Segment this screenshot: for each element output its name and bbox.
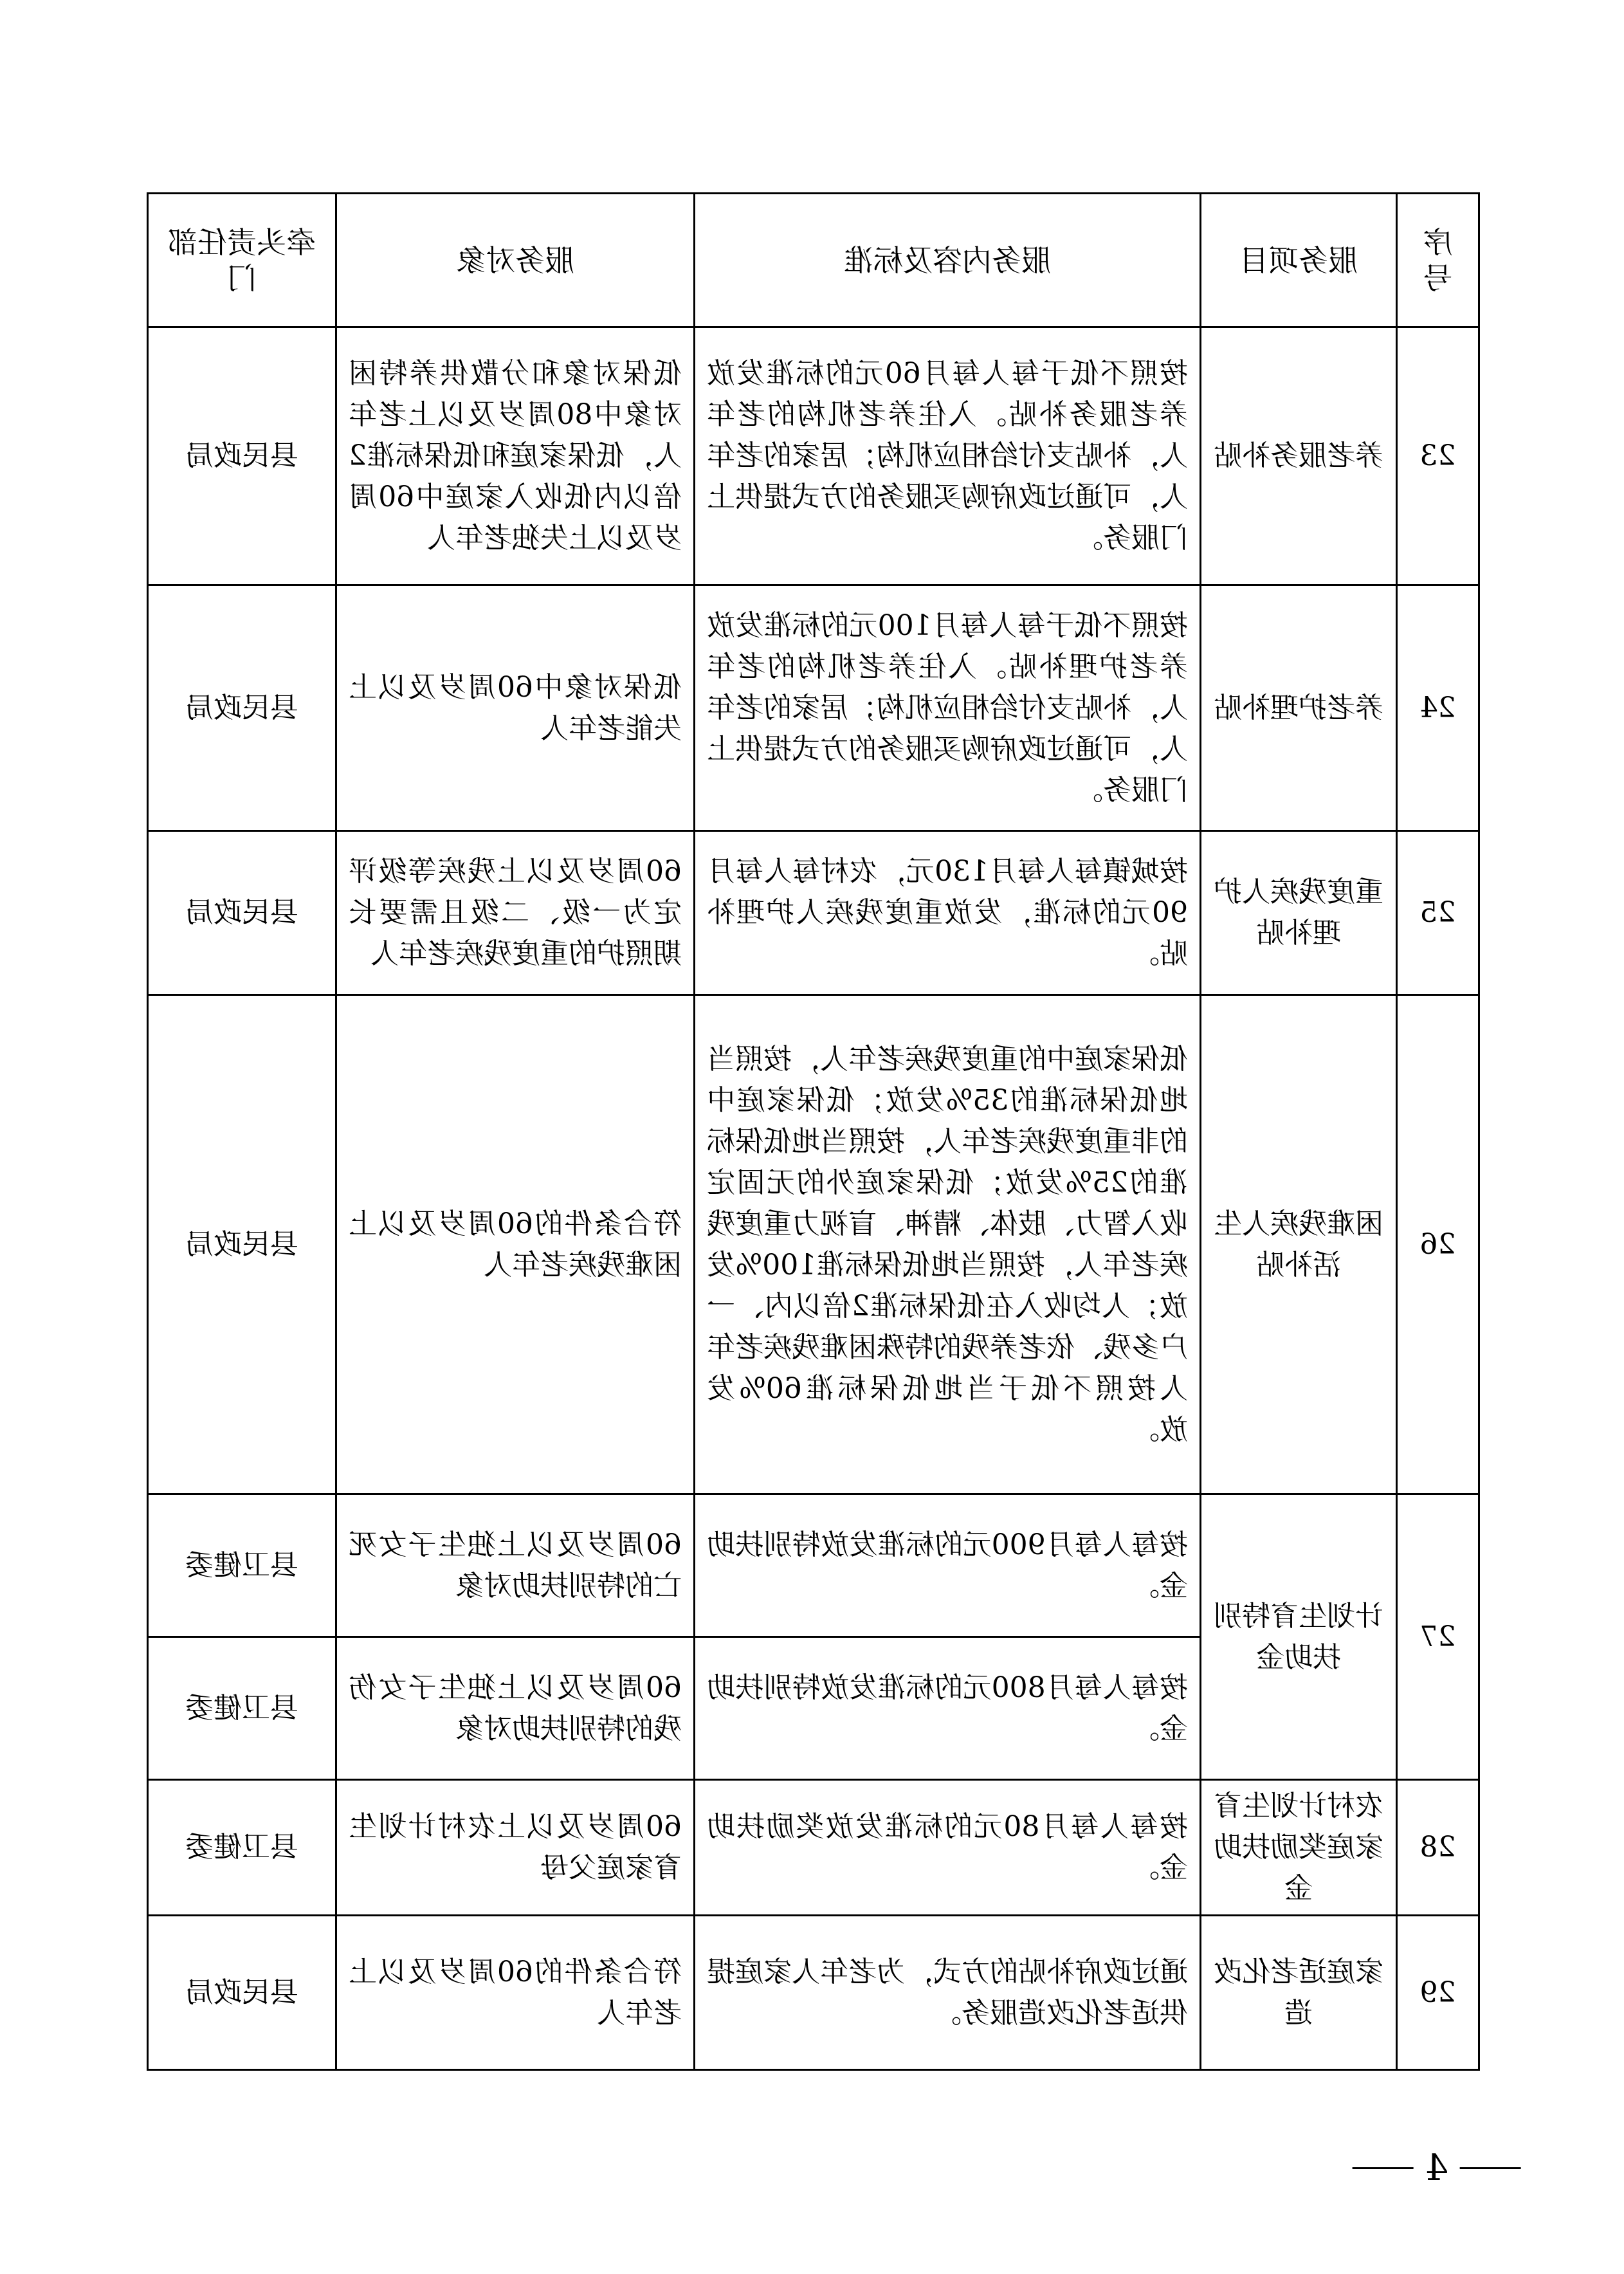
- row-number: 25: [1397, 831, 1479, 995]
- page-number: 4: [1425, 2147, 1448, 2189]
- header-target: 服务对象: [336, 194, 695, 327]
- row-number: 27: [1397, 1494, 1479, 1780]
- service-item: 家庭适老化改造: [1201, 1916, 1397, 2070]
- header-item: 服务项目: [1201, 194, 1397, 327]
- service-target: 低保对象中60周岁及以上失能老年人: [336, 585, 695, 831]
- service-content: 按每人每月80元的标准发放奖励扶助金。: [695, 1780, 1201, 1916]
- table-header-row: [148, 194, 1479, 327]
- table-row: [148, 327, 1479, 585]
- header-dept: 牵头责任部门: [148, 194, 336, 327]
- responsible-dept: 县卫健委: [148, 1780, 336, 1916]
- service-target: 符合条件的60周岁及以上困难残疾老年人: [336, 995, 695, 1494]
- row-number: 23: [1397, 327, 1479, 585]
- service-target: 低保对象和分散供养特困对象中80周岁及以上老年人，低保家庭和低保标准2倍以内低收入家庭中60周岁及以上失独老年人: [336, 327, 695, 585]
- service-item: 计划生育特别扶助金: [1201, 1494, 1397, 1780]
- service-item: 重度残疾人护理补贴: [1201, 831, 1397, 995]
- footer-dash-left: [1460, 2167, 1521, 2169]
- table-row: [148, 1916, 1479, 2070]
- responsible-dept: 县民政局: [148, 995, 336, 1494]
- header-no: 序号: [1397, 194, 1479, 327]
- table-row: [148, 995, 1479, 1494]
- responsible-dept: 县民政局: [148, 831, 336, 995]
- row-number: 24: [1397, 585, 1479, 831]
- service-content: 按照不低于每人每月100元的标准发放养老护理补贴。入住养老机构的老年人，补贴支付给相应机构；居家的老年人，可通过政府购买服务的方式提供上门服务。: [695, 585, 1201, 831]
- service-item: 养老服务补贴: [1201, 327, 1397, 585]
- service-target: 60周岁及以上独生子女伤残的特别扶助对象: [336, 1637, 695, 1780]
- service-content: 通过政府补贴的方式，为老年人家庭提供适老化改造服务。: [695, 1916, 1201, 2070]
- header-content: 服务内容及标准: [695, 194, 1201, 327]
- responsible-dept: 县民政局: [148, 327, 336, 585]
- service-item: 困难残疾人生活补贴: [1201, 995, 1397, 1494]
- responsible-dept: 县卫健委: [148, 1637, 336, 1780]
- row-number: 29: [1397, 1916, 1479, 2070]
- responsible-dept: 县民政局: [148, 585, 336, 831]
- service-target: 60周岁及以上农村计划生育家庭父母: [336, 1780, 695, 1916]
- table-row: [148, 1780, 1479, 1916]
- service-content: 按城镇每人每月130元，农村每人每月90元的标准，发放重度残疾人护理补贴。: [695, 831, 1201, 995]
- service-content: 按每人每月900元的标准发放特别扶助金。: [695, 1494, 1201, 1637]
- service-content: 按每人每月800元的标准发放特别扶助金。: [695, 1637, 1201, 1780]
- table-row: [148, 1494, 1479, 1637]
- service-item: 农村计划生育家庭奖励扶助金: [1201, 1780, 1397, 1916]
- service-content: 低保家庭中的重度残疾老年人，按照当地低保标准的35%发放；低保家庭中的非重度残疾老年人，按照当地低保标准的25%发放；低保家庭外的无固定收入智力、肢体、精神、盲视力重度残疾老年人，按照当地低保标准100%发放；人均收入在低保标准2倍以内、一户多残、依老养残的特殊困难残疾老年人按照不低于当地低保标准60%发放。: [695, 995, 1201, 1494]
- service-target: 60周岁及以上独生子女死亡的特别扶助对象: [336, 1494, 695, 1637]
- row-number: 28: [1397, 1780, 1479, 1916]
- service-target: 符合条件的60周岁及以上老年人: [336, 1916, 695, 2070]
- service-target: 60周岁及以上残疾等级评定为一级、二级且需要长期照护的重度残疾老年人: [336, 831, 695, 995]
- responsible-dept: 县民政局: [148, 1916, 336, 2070]
- footer-dash-right: [1353, 2167, 1414, 2169]
- responsible-dept: 县卫健委: [148, 1494, 336, 1637]
- elderly-services-table: [147, 192, 1480, 2071]
- service-item: 养老护理补贴: [1201, 585, 1397, 831]
- page-footer: [1353, 2147, 1521, 2189]
- row-number: 26: [1397, 995, 1479, 1494]
- table-row: [148, 831, 1479, 995]
- table-row: [148, 585, 1479, 831]
- service-content: 按照不低于每人每月60元的标准发放养老服务补贴。入住养老机构的老年人，补贴支付给相应机构；居家的老年人，可通过政府购买服务的方式提供上门服务。: [695, 327, 1201, 585]
